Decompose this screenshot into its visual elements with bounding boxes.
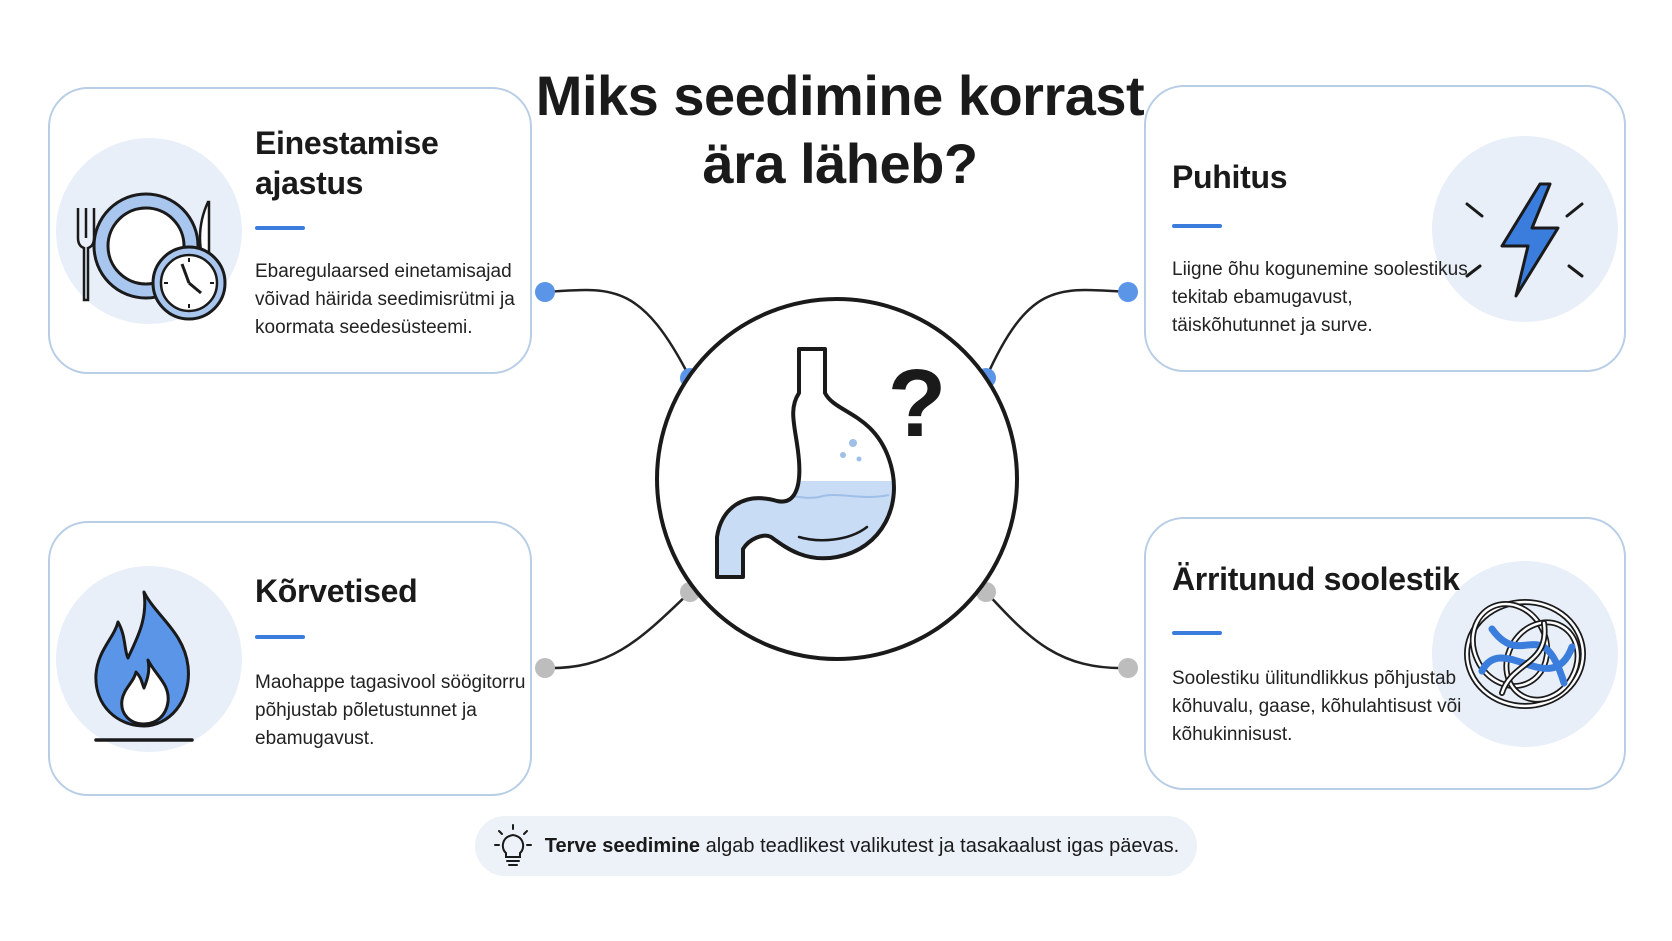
page-title: Miks seedimine korrast ära läheb? [535,64,1145,195]
connector-dot-timing [535,282,555,302]
flame-icon [56,566,242,752]
card-text: Soolestiku ülitundlikkus põhjustab kõhuvalu, gaase, kõhulahtisust või kõhukinnisust. [1172,668,1462,745]
card-heading: Puhitus [1172,159,1288,195]
card-text: Liigne õhu kogunemine soolestikus tekitab ebamugavust, täiskõhutunnet ja surve. [1172,259,1468,336]
card-heading: Einestamise ajastus [255,125,439,201]
card-irritable-bowel [1144,517,1626,790]
connector-dot-ibs [1118,658,1138,678]
card-meal-timing [48,87,532,374]
card-heartburn [48,521,532,796]
footer-text: algab teadlikest valikutest ja tasakaalust igas päevas. [705,834,1180,857]
connector-dot-heartburn [535,658,555,678]
footer-bold-text: Terve seedimine [544,834,701,857]
connector-dot-bloating [1118,282,1138,302]
question-mark: ? [887,350,947,457]
plate-clock-icon [56,138,242,324]
card-heading: Ärritunud soolestik [1172,561,1460,597]
lightbulb-icon [493,823,533,869]
stomach-question-icon [659,301,1015,657]
accent-bar [1172,631,1222,635]
accent-bar [1172,224,1222,228]
accent-bar [255,226,305,230]
card-bloating [1144,85,1626,372]
card-text: Maohappe tagasivool söögitorru põhjustab põletustunnet ja ebamugavust. [255,672,526,749]
card-text: Ebaregulaarsed einetamisajad võivad häirida seedimisrütmi ja koormata seedesüsteemi. [255,261,515,338]
footer-tip [475,816,1197,876]
card-heading: Kõrvetised [255,573,418,609]
center-stomach-circle [655,297,1019,661]
accent-bar [255,635,305,639]
